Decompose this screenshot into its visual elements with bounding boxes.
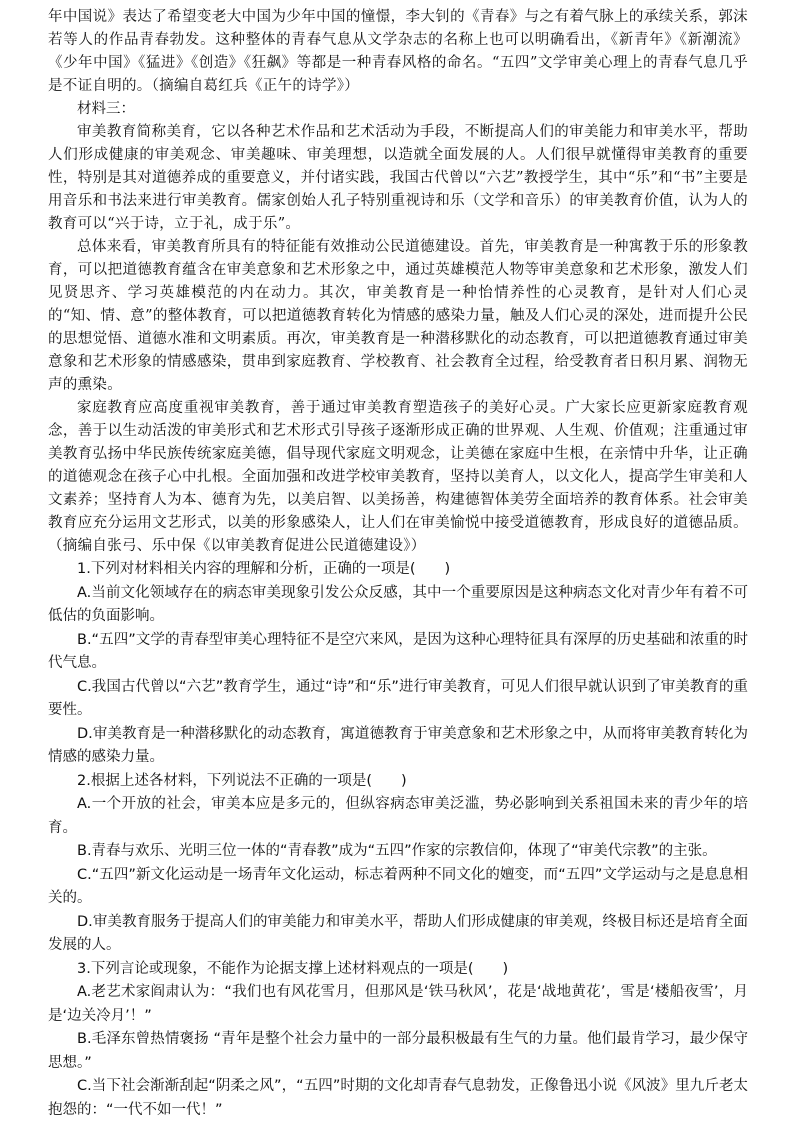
- option-b: B.毛泽东曾热情褒扬 “青年是整个社会力量中的一部分最积极最有生气的力量。他们最肯学习，最少保守思想。”: [48, 1031, 748, 1071]
- option-c: C.“五四”新文化运动是一场青年文化运动，标志着两种不同文化的嬗变，而“五四”文学运动与之是息息相关的。: [48, 866, 748, 906]
- question-1: [48, 558, 748, 770]
- material-three-paragraph-2: 总体来看，审美教育所具有的特征能有效推动公民道德建设。首先，审美教育是一种寓教于乐的形象教育，可以把道德教育蕴含在审美意象和艺术形象之中，通过英雄模范人物等审美意象和艺术形象，激发人们见贤思齐、学习英雄模范的内在动力。其次，审美教育是一种怡情养性的心灵教育，是针对人们心灵的“知、情、意”的整体教育，可以把道德教育转化为情感的感染力量，触及人们心灵的深处，进而提升公民的思想觉悟、道德水准和文明素质。再次，审美教育是一种潜移默化的动态教育，可以把道德教育通过审美意象和艺术形象的情感感染，贯串到家庭教育、学校教育、社会教育全过程，给受教育者日积月累、润物无声的熏染。: [48, 239, 748, 393]
- option-a: A.当前文化领域存在的病态审美现象引发公众反感，其中一个重要原因是这种病态文化对青少年有着不可低估的负面影响。: [48, 584, 748, 624]
- document-page: [48, 6, 748, 1122]
- option-d: D.审美教育服务于提高人们的审美能力和审美水平，帮助人们形成健康的审美观，终极目标还是培育全面发展的人。: [48, 913, 748, 953]
- question-2: [48, 770, 748, 958]
- option-c: C.我国古代曾以“六艺”教育学生，通过“诗”和“乐”进行审美教育，可见人们很早就认识到了审美教育的重要性。: [48, 678, 748, 718]
- material-three-paragraph-3: 家庭教育应高度重视审美教育，善于通过审美教育塑造孩子的美好心灵。广大家长应更新家庭教育观念，善于以生动活泼的审美形式和艺术形式引导孩子逐渐形成正确的世界观、人生观、价值观；注重通过审美教育弘扬中华民族传统家庭美德，倡导现代家庭文明观念，让美德在家庭中生根，在亲情中升华，让正确的道德观念在孩子心中扎根。全面加强和改进学校审美教育，坚持以美育人，以文化人，提高学生审美和人文素养；坚持育人为本、德育为先，以美启智、以美扬善，构建德智体美劳全面培养的教育体系。社会审美教育应充分运用文艺形式，以美的形象感染人，让人们在审美愉悦中接受道德教育，形成良好的道德品质。（摘编自张弓、乐中保《以审美教育促进公民道德建设》）: [48, 400, 748, 554]
- option-b: B.“五四”文学的青春型审美心理特征不是空穴来风，是因为这种心理特征具有深厚的历史基础和浓重的时代气息。: [48, 631, 748, 671]
- option-b: B.青春与欢乐、光明三位一体的“青春教”成为“五四”作家的宗教信仰，体现了“审美代宗教”的主张。: [77, 843, 717, 859]
- option-a: A.一个开放的社会，审美本应是多元的，但纵容病态审美泛滥，势必影响到关系祖国未来的青少年的培育。: [48, 796, 748, 836]
- passage-continuation: 年中国说》表达了希望变老大中国为少年中国的憧憬，李大钊的《青春》与之有着气脉上的承续关系，郭沫若等人的作品青春勃发。这种整体的青春气息从文学杂志的名称上也可以明确看出，《新青年》《新潮流》《少年中国》《猛进》《创造》《狂飙》等都是一种青春风格的命名。“五四”文学审美心理上的青春气息几乎是不证自明的。（摘编自葛红兵《正午的诗学》）: [48, 9, 748, 94]
- question-stem: 2.根据上述各材料，下列说法不正确的一项是( ): [77, 772, 407, 789]
- question-3: [48, 958, 748, 1123]
- question-stem: 3.下列言论或现象，不能作为论据支撑上述材料观点的一项是( ): [77, 960, 509, 977]
- option-a: A.老艺术家阎肃认为：“我们也有风花雪月，但那风是‘铁马秋风’，花是‘战地黄花’，雪是‘楼船夜雪’，月是‘边关冷月’！”: [48, 984, 748, 1024]
- question-stem: 1.下列对材料相关内容的理解和分析，正确的一项是( ): [77, 561, 451, 577]
- material-three-paragraph-1: 审美教育简称美育，它以各种艺术作品和艺术活动为手段，不断提高人们的审美能力和审美水平，帮助人们形成健康的审美观念、审美趣味、审美理想，以造就全面发展的人。人们很早就懂得审美教育的重要性，特别是其对道德养成的重要意义，并付诸实践，我国古代曾以“六艺”教授学生，其中“乐”和“书”主要是用音乐和书法来进行审美教育。儒家创始人孔子特别重视诗和乐（文学和音乐）的审美教育价值，认为人的教育可以“兴于诗，立于礼，成于乐”。: [48, 124, 748, 232]
- material-three-heading: 材料三：: [77, 101, 135, 117]
- option-d: D.审美教育是一种潜移默化的动态教育，寓道德教育于审美意象和艺术形象之中，从而将审美教育转化为情感的感染力量。: [48, 725, 748, 765]
- option-c: C.当下社会渐渐刮起“阴柔之风”，“五四”时期的文化却青春气息勃发，正像鲁迅小说《风波》里九斤老太抱怨的：“一代不如一代！”: [48, 1078, 748, 1118]
